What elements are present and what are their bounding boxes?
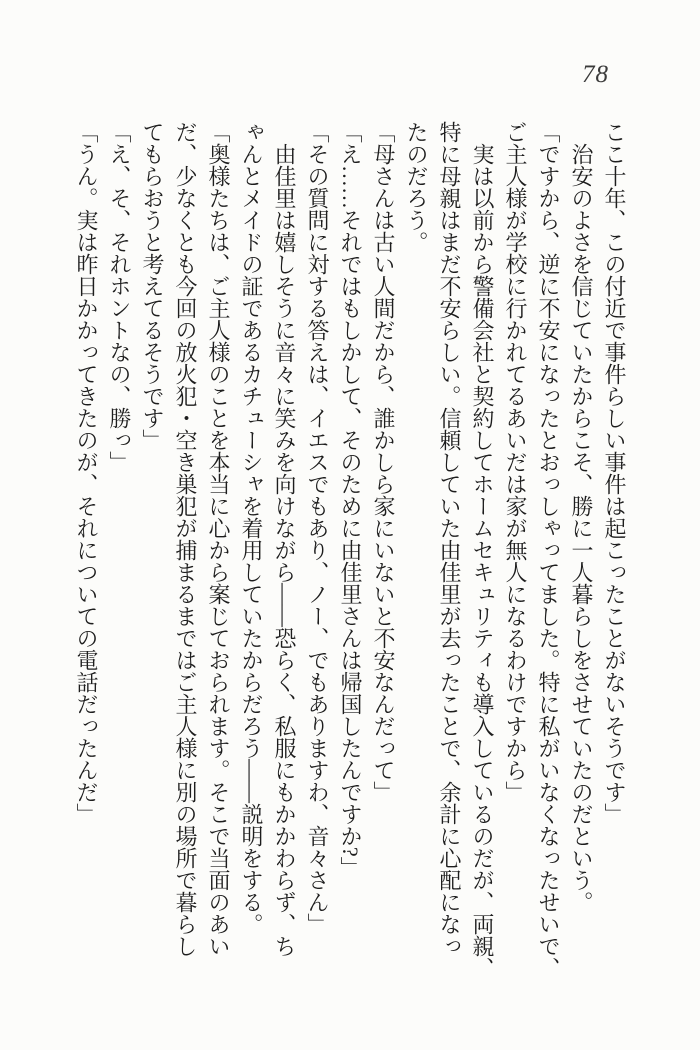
- text-column: ご主人様が学校に行かれてるあいだは家が無人になるわけですから」: [503, 121, 528, 803]
- text-column: ここ十年、この付近で事件らしい事件は起こったことがないそうです」: [602, 121, 627, 825]
- text-column: 治安のよさを信じていたからこそ、勝に一人暮らしをさせていたのだという。: [569, 121, 594, 913]
- text-column: てもらおうと考えてるそうです」: [140, 121, 165, 451]
- text-column: 「うん。実は昨日かかってきたのが、それについての電話だったんだ」: [74, 121, 99, 825]
- page-number: 78: [582, 61, 609, 88]
- text-column: 「奥様たちは、ご主人様のことを本当に心から案じておられます。そこで当面のあい: [206, 121, 231, 957]
- text-column: だ、少なくとも今回の放火犯・空き巣犯が捕まるまではご主人様に別の場所で暮らし: [173, 121, 198, 957]
- text-column: ゃんとメイドの証であるカチューシャを着用していたからだろう――説明をする。: [239, 121, 264, 935]
- text-column: 特に母親はまだ不安らしい。信頼していた由佳里が去ったことで、余計に心配になっ: [437, 121, 462, 957]
- text-column: 実は以前から警備会社と契約してホームセキュリティも導入しているのだが、両親、: [470, 121, 495, 979]
- text-column: 「ですから、逆に不安になったとおっしゃってました。特に私がいなくなったせいで、: [536, 121, 561, 979]
- text-column: 「母さんは古い人間だから、誰かしら家にいないと不安なんだって」: [371, 121, 396, 803]
- text-column: 「その質問に対する答えは、イエスでもあり、ノー、でもありますわ、音々さん」: [305, 121, 330, 935]
- page-text: [70, 121, 631, 983]
- text-column: 由佳里は嬉しそうに音々に笑みを向けながら――恐らく、私服にもかかわらず、ち: [272, 121, 297, 957]
- text-column: たのだろう。: [404, 121, 429, 253]
- text-column: 「え、そ、それホントなの、勝っ」: [107, 121, 132, 473]
- text-column: 「え……それではもしかして、そのために由佳里さんは帰国したんですか?」: [338, 121, 363, 879]
